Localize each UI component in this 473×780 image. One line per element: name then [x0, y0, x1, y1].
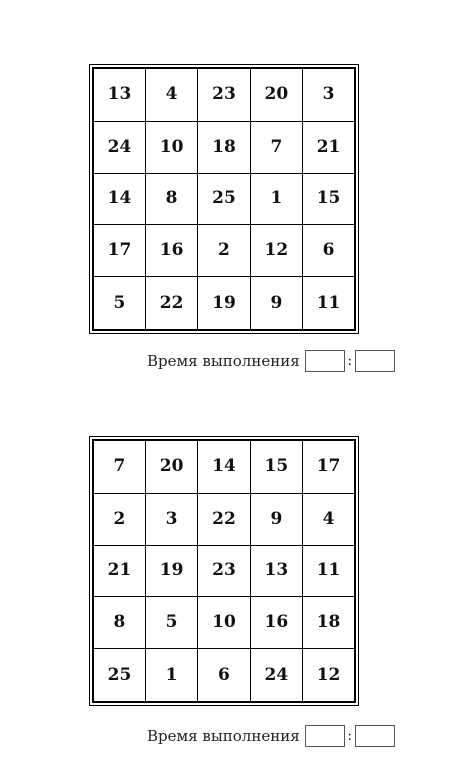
grid-cell: 2	[93, 493, 145, 545]
grid-cell: 21	[303, 121, 355, 173]
grid-cell: 14	[198, 440, 250, 493]
grid-cell: 5	[145, 597, 197, 649]
grid-row	[93, 225, 355, 277]
number-grid	[92, 67, 356, 331]
grid-cell: 21	[93, 545, 145, 597]
grid-cell: 18	[198, 121, 250, 173]
grid-row	[93, 597, 355, 649]
minutes-input-box[interactable]	[305, 350, 345, 372]
grid-cell: 6	[303, 225, 355, 277]
grid-cell: 25	[198, 173, 250, 225]
time-separator: :	[347, 728, 353, 744]
completion-time-label: Время выполнения	[147, 352, 300, 370]
grid-cell: 15	[250, 440, 302, 493]
grid-cell: 9	[250, 277, 302, 330]
grid-cell: 4	[145, 68, 197, 121]
grid-cell: 4	[303, 493, 355, 545]
grid-cell: 11	[303, 545, 355, 597]
grid-cell: 7	[250, 121, 302, 173]
grid-cell: 18	[303, 597, 355, 649]
number-grid	[92, 439, 356, 703]
grid-cell: 25	[93, 649, 145, 702]
grid-cell: 5	[93, 277, 145, 330]
grid-cell: 12	[303, 649, 355, 702]
schulte-table-2	[89, 436, 359, 706]
grid-row	[93, 493, 355, 545]
grid-cell: 15	[303, 173, 355, 225]
grid-cell: 11	[303, 277, 355, 330]
minutes-input-box[interactable]	[305, 725, 345, 747]
grid-cell: 6	[198, 649, 250, 702]
grid-cell: 2	[198, 225, 250, 277]
grid-cell: 14	[93, 173, 145, 225]
grid-row	[93, 68, 355, 121]
grid-cell: 19	[145, 545, 197, 597]
seconds-input-box[interactable]	[355, 350, 395, 372]
grid-cell: 19	[198, 277, 250, 330]
completion-time-1	[147, 349, 395, 373]
grid-cell: 16	[145, 225, 197, 277]
grid-cell: 17	[93, 225, 145, 277]
grid-cell: 13	[250, 545, 302, 597]
grid-cell: 13	[93, 68, 145, 121]
grid-cell: 3	[145, 493, 197, 545]
grid-row	[93, 649, 355, 702]
grid-cell: 24	[93, 121, 145, 173]
completion-time-2	[147, 724, 395, 748]
grid-cell: 23	[198, 68, 250, 121]
schulte-table-1	[89, 64, 359, 334]
completion-time-label: Время выполнения	[147, 727, 300, 745]
grid-cell: 22	[198, 493, 250, 545]
grid-cell: 1	[250, 173, 302, 225]
grid-row	[93, 277, 355, 330]
grid-cell: 9	[250, 493, 302, 545]
grid-cell: 10	[198, 597, 250, 649]
time-separator: :	[347, 353, 353, 369]
grid-row	[93, 440, 355, 493]
grid-row	[93, 121, 355, 173]
grid-cell: 20	[145, 440, 197, 493]
grid-cell: 1	[145, 649, 197, 702]
grid-cell: 16	[250, 597, 302, 649]
grid-cell: 17	[303, 440, 355, 493]
grid-cell: 23	[198, 545, 250, 597]
grid-cell: 7	[93, 440, 145, 493]
grid-row	[93, 173, 355, 225]
grid-row	[93, 545, 355, 597]
grid-cell: 20	[250, 68, 302, 121]
grid-cell: 22	[145, 277, 197, 330]
grid-cell: 3	[303, 68, 355, 121]
grid-cell: 8	[93, 597, 145, 649]
grid-cell: 10	[145, 121, 197, 173]
seconds-input-box[interactable]	[355, 725, 395, 747]
grid-cell: 8	[145, 173, 197, 225]
grid-cell: 12	[250, 225, 302, 277]
grid-cell: 24	[250, 649, 302, 702]
